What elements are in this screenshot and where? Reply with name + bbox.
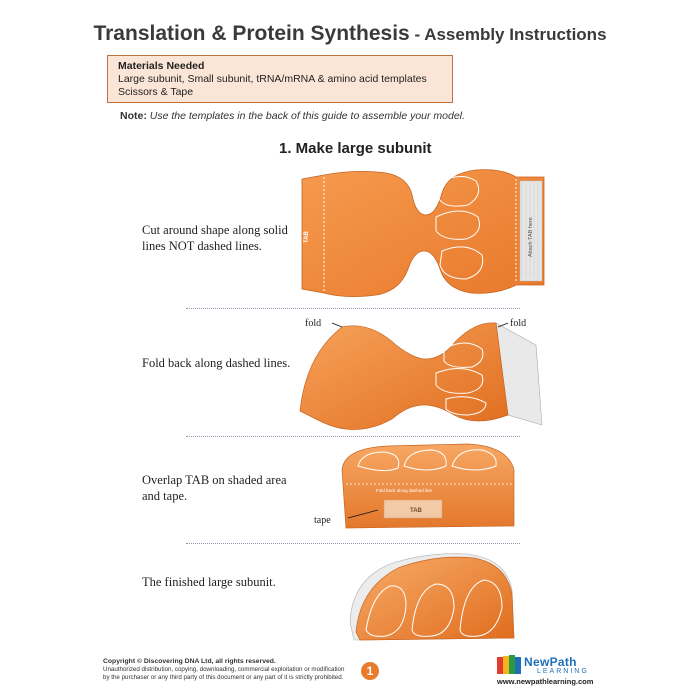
page-number: 1	[361, 662, 379, 680]
flat-template-figure	[296, 165, 546, 300]
fold-left-arrow	[332, 323, 342, 327]
newpath-logo	[497, 655, 597, 685]
step-heading: 1. Make large subunit	[279, 140, 432, 157]
legal-line-1: Unauthorized distribution, copying, downloading, commercial exploitation or modification	[103, 666, 345, 673]
folded-figure	[296, 315, 546, 435]
divider-3	[186, 543, 520, 544]
instruction-4-line-1: The finished large subunit.	[142, 575, 276, 589]
title-main: Translation & Protein Synthesis	[93, 22, 410, 45]
legal-line-2: by the purchaser or any third party of this document or any part of it is strictly prohibited.	[103, 674, 344, 681]
instruction-1	[142, 222, 302, 254]
page-title	[0, 22, 700, 46]
instruction-3-line-1: Overlap TAB on shaded area	[142, 473, 287, 487]
materials-box	[107, 55, 453, 103]
fold-label-right: fold	[510, 318, 527, 329]
materials-line-1: Large subunit, Small subunit, tRNA/mRNA & amino acid templates	[118, 73, 427, 85]
fold-label-left: fold	[305, 318, 322, 329]
instruction-3-line-2: and tape.	[142, 489, 188, 503]
materials-heading: Materials Needed	[118, 60, 205, 72]
divider-1	[186, 308, 520, 309]
tab-label: TAB	[304, 231, 310, 243]
tape-label: tape	[314, 515, 331, 526]
fold-back-text: Fold back along dashed line	[376, 488, 433, 493]
materials-line-2: Scissors & Tape	[118, 86, 194, 98]
note-text: Use the templates in the back of this guide to assemble your model.	[146, 110, 465, 122]
copyright-line: Copyright © Discovering DNA Ltd, all rights reserved.	[103, 658, 276, 665]
instruction-4	[142, 574, 302, 590]
note-label: Note:	[120, 110, 147, 122]
brand-url: www.newpathlearning.com	[497, 677, 594, 686]
footer-copyright	[103, 658, 383, 682]
brand-subtitle: LEARNING	[537, 668, 589, 675]
instruction-1-line-2: lines NOT dashed lines.	[142, 239, 262, 253]
attach-tab-text: Attach TAB here	[528, 217, 534, 257]
instruction-2	[142, 355, 302, 371]
instruction-3	[142, 472, 302, 504]
divider-2	[186, 436, 520, 437]
book-icon	[497, 655, 521, 675]
taped-figure	[328, 440, 520, 535]
instruction-2-line-1: Fold back along dashed lines.	[142, 356, 291, 370]
instruction-1-line-1: Cut around shape along solid	[142, 223, 288, 237]
brand-name: NewPath	[524, 655, 577, 669]
note	[120, 110, 465, 122]
tab-label-taped: TAB	[410, 508, 422, 514]
finished-figure	[346, 550, 516, 645]
title-sub: - Assembly Instructions	[409, 25, 607, 44]
